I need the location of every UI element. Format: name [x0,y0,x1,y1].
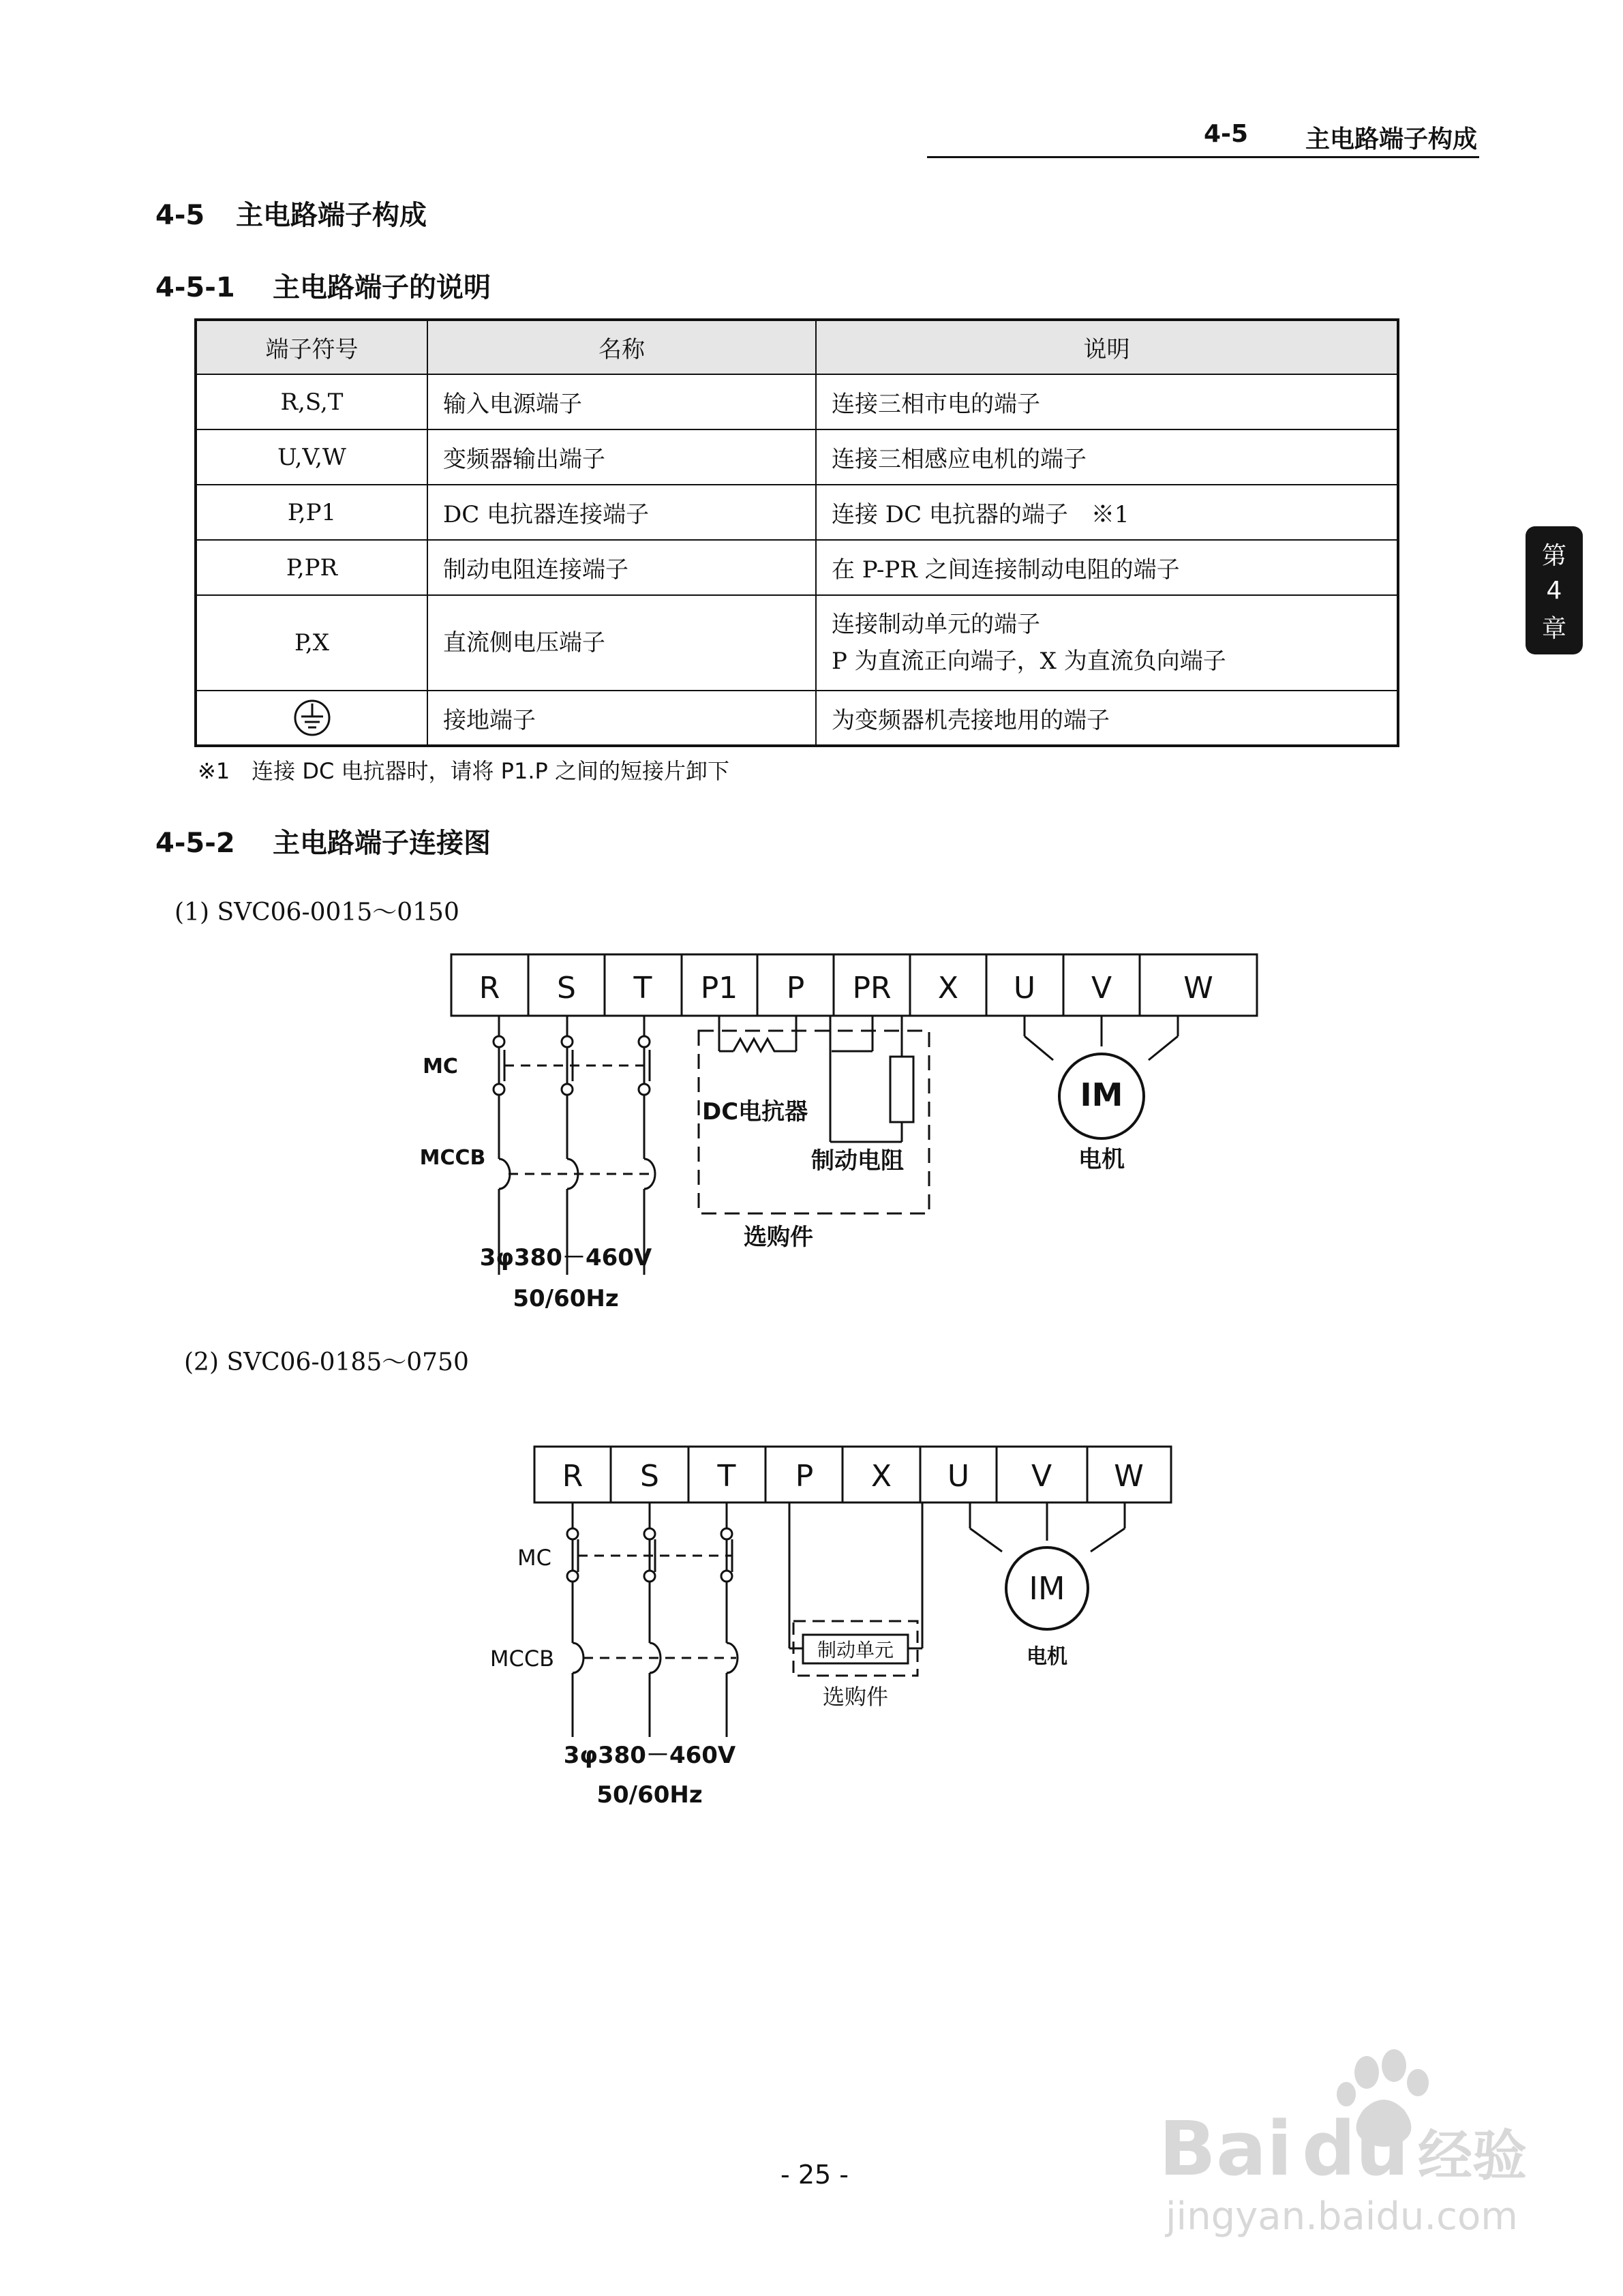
page-number: - 25 - [780,2160,849,2190]
terminal-label: U [1013,971,1036,1006]
motor-label: IM [1029,1570,1065,1607]
terminal-label: W [1183,971,1213,1006]
terminal-label: X [870,1459,892,1494]
table-row [196,485,1398,540]
terminal-description: 为变频器机壳接地用的端子 [816,691,1398,746]
reactor-label: DC电抗器 [702,1098,808,1126]
chapter-tab [1526,526,1583,654]
terminal-name: DC 电抗器连接端子 [427,485,816,540]
terminal-description [816,595,1398,691]
svg-text:du: du [1302,2105,1410,2192]
watermark-url: jingyan.baidu.com [1166,2194,1518,2239]
terminal-name: 直流侧电压端子 [427,595,816,691]
terminal-description: 连接三相感应电机的端子 [816,429,1398,485]
supply-frequency: 50/60Hz [513,1285,619,1312]
terminal-description-line1: 连接制动单元的端子 [832,611,1040,638]
terminal-label: P1 [700,971,738,1006]
terminal-name: 输入电源端子 [427,374,816,429]
terminal-table [194,318,1399,747]
running-header-section: 4-5 [1204,120,1249,148]
table-header-row [196,320,1398,374]
option-label: 选购件 [822,1684,889,1710]
svg-text:Bai: Bai [1159,2105,1292,2192]
option-label: 选购件 [744,1224,813,1251]
supply-frequency: 50/60Hz [596,1781,703,1809]
mccb-label: MCCB [419,1146,486,1170]
terminal-description: 在 P-PR 之间连接制动电阻的端子 [816,540,1398,595]
terminal-label: V [1091,971,1112,1006]
supply-voltage: 3φ380－460V [479,1244,652,1271]
terminal-symbol: P,PR [196,540,427,595]
diagram-2 [477,1438,1254,1834]
section-number: 4-5 [155,200,205,231]
table-row [196,429,1398,485]
watermark-product: 经验 [1418,2124,1527,2188]
brake-unit-label: 制动单元 [817,1639,894,1661]
table-row [196,374,1398,429]
header-name: 名称 [427,320,816,374]
mc-label: MC [517,1545,551,1571]
motor-label: IM [1080,1076,1123,1113]
terminal-label: U [947,1459,970,1494]
terminal-label: X [937,971,959,1006]
subsection-1-number: 4-5-1 [155,272,235,303]
running-header-title: 主电路端子构成 [1305,125,1478,153]
motor-caption: 电机 [1027,1645,1067,1669]
terminal-description: 连接 DC 电抗器的端子 ※1 [816,485,1398,540]
table-row [196,540,1398,595]
terminal-label: T [633,971,652,1006]
resistor-label: 制动电阻 [811,1147,904,1175]
chapter-tab-line: 第 [1541,542,1566,571]
terminal-block [534,1447,1171,1502]
subsection-2-number: 4-5-2 [155,828,235,859]
terminal-symbol: P,P1 [196,485,427,540]
terminal-symbol: P,X [196,595,427,691]
table-row [196,595,1398,691]
terminal-label: PR [852,971,892,1006]
diagram-2-caption: (2) SVC06-0185～0750 [184,1348,469,1376]
terminal-symbol: U,V,W [196,429,427,485]
subsection-2-title: 主电路端子连接图 [273,828,491,859]
supply-voltage: 3φ380－460V [563,1742,736,1769]
terminal-symbol: R,S,T [196,374,427,429]
terminal-label: S [557,971,576,1006]
terminal-name: 接地端子 [427,691,816,746]
baidu-watermark-logo [1159,2045,1541,2250]
subsection-heading-1 [155,266,491,305]
terminal-label: S [640,1459,659,1494]
terminal-label: R [562,1459,583,1494]
terminal-symbol [196,691,427,746]
terminal-description-line2: P 为直流正向端子，X 为直流负向端子 [832,648,1226,675]
section-heading [155,194,427,232]
terminal-description: 连接三相市电的端子 [816,374,1398,429]
terminal-label: P [795,1459,814,1494]
section-title: 主电路端子构成 [236,200,427,231]
mc-label: MC [423,1055,458,1078]
subsection-1-title: 主电路端子的说明 [273,272,491,303]
terminal-name: 变频器输出端子 [427,429,816,485]
chapter-tab-line: 章 [1541,614,1566,643]
terminal-name: 制动电阻连接端子 [427,540,816,595]
terminal-label: V [1031,1459,1052,1494]
terminal-label: R [479,971,500,1006]
footnote: ※1 连接 DC 电抗器时，请将 P1.P 之间的短接片卸下 [198,758,729,784]
header-symbol: 端子符号 [196,320,427,374]
header-description: 说明 [816,320,1398,374]
diagram-1-caption: (1) SVC06-0015～0150 [175,898,459,926]
running-header [927,117,1479,158]
mccb-label: MCCB [489,1646,555,1672]
chapter-tab-line: 4 [1546,576,1562,605]
terminal-label: W [1114,1459,1144,1494]
subsection-heading-2 [155,821,491,860]
ground-icon [292,697,333,738]
terminal-label: T [717,1459,736,1494]
terminal-label: P [786,971,805,1006]
table-row [196,691,1398,746]
motor-caption: 电机 [1078,1146,1125,1173]
diagram-1 [409,948,1295,1329]
